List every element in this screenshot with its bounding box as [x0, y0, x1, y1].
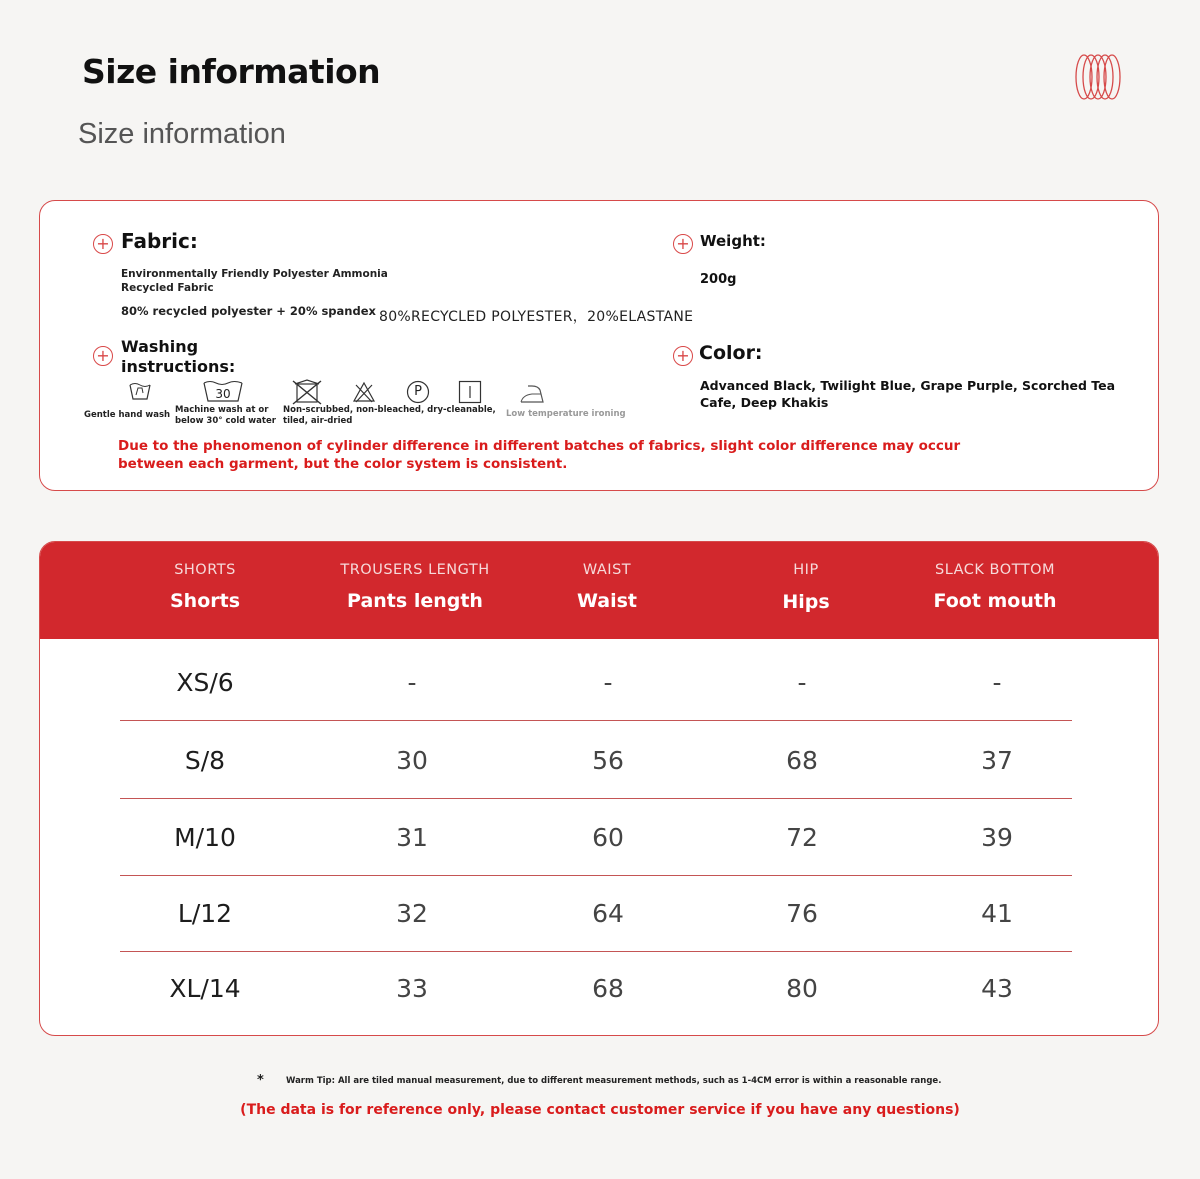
weight-label: Weight: — [700, 232, 766, 250]
color-label: Color: — [699, 342, 763, 364]
table-row: L/12 32 64 76 41 — [120, 876, 1072, 952]
no-scrub-label-1: Non-scrubbed, non-bleached, dry-cleanable, — [283, 405, 496, 415]
page-subtitle: Size information — [78, 118, 286, 150]
size-table — [39, 541, 1159, 1036]
warning-line-1: Due to the phenomenon of cylinder difference in different batches of fabrics, slight color difference may occur — [118, 438, 961, 454]
rings-logo-icon — [1072, 52, 1124, 102]
warm-tip: Warm Tip: All are tiled manual measurement, due to different measurement methods, such as 1-4CM error is within a reasonable range. — [286, 1076, 942, 1086]
hand-wash-label: Gentle hand wash — [84, 410, 171, 420]
low-iron-label: Low temperature ironing — [506, 409, 626, 419]
hand-wash-icon — [128, 379, 152, 401]
dry-clean-letter: P — [414, 384, 422, 399]
warning-line-2: between each garment, but the color system is consistent. — [118, 456, 568, 472]
table-row: XS/6 - - - - — [120, 645, 1072, 721]
no-scrub-icon — [290, 379, 324, 405]
table-row: M/10 31 60 72 39 — [120, 800, 1072, 876]
plus-circle-icon: + — [673, 234, 693, 254]
color-difference-warning — [118, 437, 998, 473]
fabric-line-1: Environmentally Friendly Polyester Ammonia — [121, 268, 388, 280]
tumble-dry-flat-icon — [458, 380, 482, 404]
table-row: XL/14 33 68 80 43 — [169, 974, 1013, 1003]
color-value-1: Advanced Black, Twilight Blue, Grape Purple, Scorched Tea — [700, 378, 1116, 393]
fabric-label: Fabric: — [121, 229, 198, 253]
low-iron-icon — [518, 383, 546, 405]
table-row: S/8 30 56 68 37 — [120, 723, 1072, 799]
no-scrub-label-2: tiled, air-dried — [283, 416, 353, 426]
color-value-2: Cafe, Deep Khakis — [700, 395, 829, 410]
fabric-line-2: Recycled Fabric — [121, 282, 214, 294]
plus-circle-icon: + — [93, 346, 113, 366]
tip-star: * — [257, 1073, 264, 1088]
plus-circle-icon: + — [673, 346, 693, 366]
washing-label-2: instructions: — [121, 357, 236, 376]
machine-wash-label-1: Machine wash at or — [175, 405, 269, 415]
size-table-header: SHORTS Shorts TROUSERS LENGTH Pants length WAIST Waist HIP Hips SLACK BOTTOM Foot mouth — [40, 542, 1158, 639]
weight-value: 200g — [700, 272, 737, 287]
no-bleach-icon — [352, 381, 376, 403]
plus-circle-icon: + — [93, 234, 113, 254]
fabric-composition-en: 80%RECYCLED POLYESTER，20%ELASTANE — [379, 309, 694, 325]
page-title: Size information — [82, 52, 381, 91]
washing-label-1: Washing — [121, 337, 199, 356]
fabric-info-card — [39, 200, 1159, 491]
washing-icons — [84, 379, 644, 429]
wash-temp: 30 — [215, 387, 231, 401]
reference-disclaimer: (The data is for reference only, please contact customer service if you have any questions) — [240, 1102, 960, 1118]
fabric-composition: 80% recycled polyester + 20% spandex — [121, 304, 376, 318]
machine-wash-label-2: below 30° cold water — [175, 416, 276, 426]
